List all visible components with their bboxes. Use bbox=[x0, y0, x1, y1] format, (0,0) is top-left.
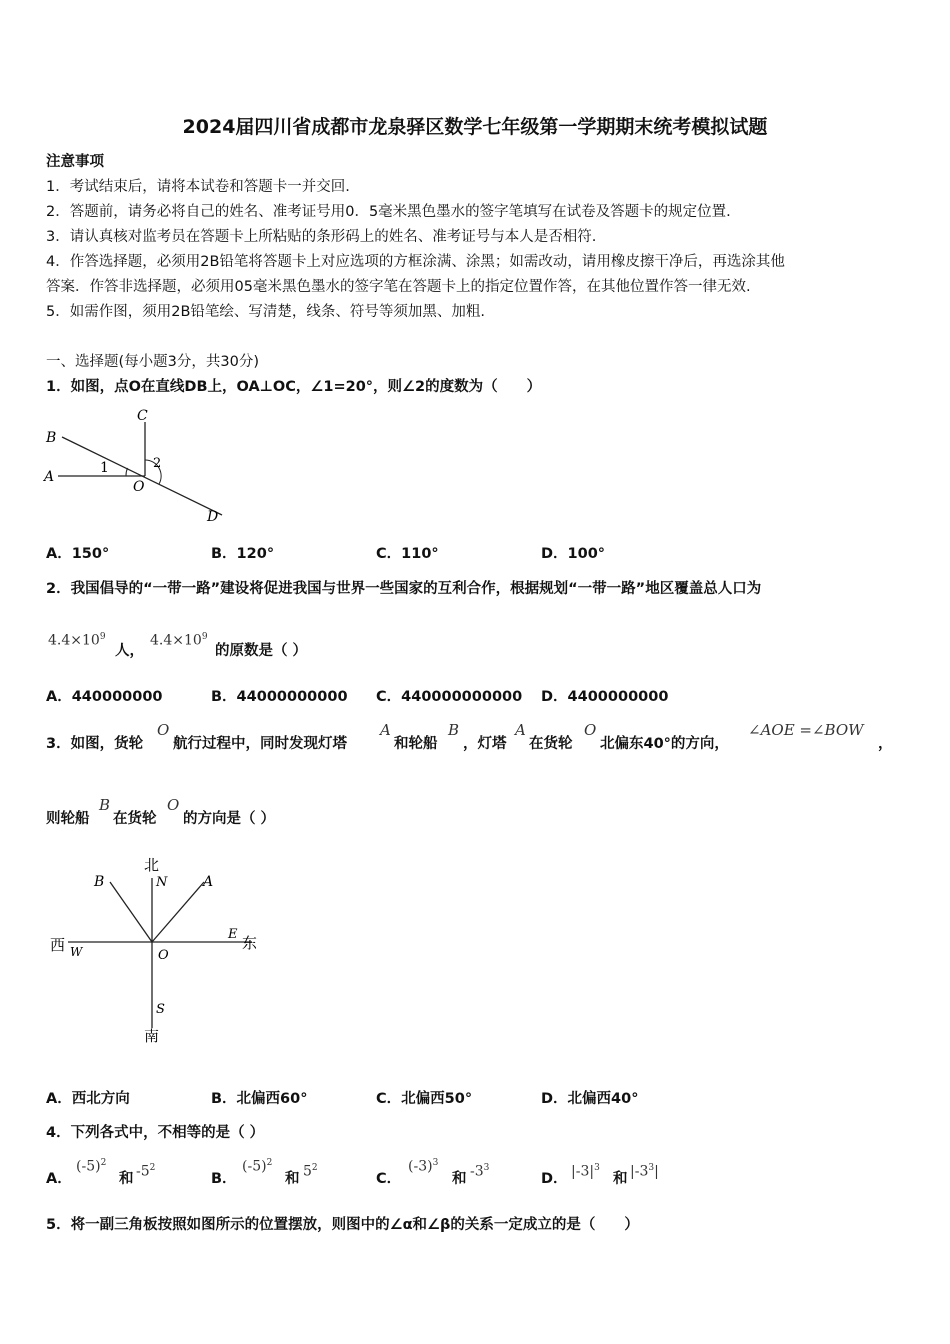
q3-option-c: C．北偏西50° bbox=[376, 1091, 473, 1107]
q4-b-expr-2: $5^2$ bbox=[303, 1163, 318, 1180]
q2-option-c: C．440000000000 bbox=[376, 689, 523, 705]
q3-text: 和轮船 bbox=[394, 736, 438, 752]
angle-2-label: 2 bbox=[153, 456, 162, 471]
q4-and: 和 bbox=[285, 1171, 300, 1187]
q3-var-o: O bbox=[157, 721, 170, 739]
q4-a-expr-2: $-5^2$ bbox=[136, 1163, 156, 1180]
q3-text: 3．如图，货轮 bbox=[46, 736, 144, 752]
q1-option-b: B．120° bbox=[211, 546, 275, 562]
q4-c-expr-2: $-3^3$ bbox=[470, 1163, 490, 1180]
q3-var-o: O bbox=[584, 721, 597, 739]
ray-oa bbox=[152, 882, 204, 942]
angle-1-arc bbox=[126, 468, 128, 476]
q3-text: 则轮船 bbox=[46, 811, 90, 827]
q4-d-expr-2: $|-3^3|$ bbox=[630, 1163, 659, 1180]
q4-option-label: B． bbox=[211, 1171, 237, 1187]
label-a: A bbox=[44, 469, 55, 485]
q3-equation: ∠AOE =∠BOW bbox=[748, 721, 864, 739]
page-title: 2024届四川省成都市龙泉驿区数学七年级第一学期期末统考模拟试题 bbox=[182, 116, 768, 138]
notice-item: 2．答题前，请务必将自己的姓名、准考证号用0．5毫米黑色墨水的签字笔填写在试卷及答题卡的规定位置. bbox=[46, 204, 731, 220]
q4-a-expr-1: $(-5)^2$ bbox=[76, 1158, 107, 1175]
q2-math-1: $4.4\times 10^9$ bbox=[48, 632, 106, 649]
q2-math-2: $4.4\times 10^9$ bbox=[150, 632, 208, 649]
q4-b-expr-1: $(-5)^2$ bbox=[242, 1158, 273, 1175]
notice-item: 答案．作答非选择题，必须用05毫米黑色墨水的签字笔在答题卡上的指定位置作答，在其他位置作答一律无效. bbox=[46, 279, 751, 295]
label-north: 北 bbox=[144, 856, 160, 874]
q2-text-2: 的原数是（ ） bbox=[215, 643, 308, 659]
q3-text: 北偏东40°的方向， bbox=[600, 736, 729, 752]
label-o: O bbox=[158, 948, 169, 963]
q2-option-b: B．44000000000 bbox=[211, 689, 348, 705]
q4-d-expr-1: $|-3|^3$ bbox=[571, 1163, 600, 1180]
section-heading: 一、选择题(每小题3分，共30分) bbox=[46, 354, 259, 370]
q2-option-d: D．4400000000 bbox=[541, 689, 669, 705]
ray-ob bbox=[110, 882, 152, 942]
label-w: W bbox=[70, 945, 83, 959]
q1-option-d: D．100° bbox=[541, 546, 606, 562]
q1-option-c: C．110° bbox=[376, 546, 439, 562]
q4-option-label: C． bbox=[376, 1171, 402, 1187]
q3-var-a: A bbox=[515, 721, 526, 739]
q4-and: 和 bbox=[452, 1171, 467, 1187]
label-d: D bbox=[207, 509, 219, 525]
q3-option-b: B．北偏西60° bbox=[211, 1091, 308, 1107]
q3-text: 在货轮 bbox=[113, 811, 157, 827]
label-b: B bbox=[46, 430, 57, 446]
label-o: O bbox=[133, 479, 145, 495]
label-south: 南 bbox=[144, 1027, 160, 1045]
q3-text: 航行过程中，同时发现灯塔 bbox=[173, 736, 347, 752]
q5-stem: 5．将一副三角板按照如图所示的位置摆放，则图中的∠α和∠β的关系一定成立的是（ ） bbox=[46, 1217, 639, 1233]
q4-and: 和 bbox=[613, 1171, 628, 1187]
q3-option-a: A．西北方向 bbox=[46, 1091, 130, 1107]
q3-compass-figure bbox=[40, 848, 280, 1048]
q3-var-a: A bbox=[380, 721, 391, 739]
q4-c-expr-1: $(-3)^3$ bbox=[408, 1158, 439, 1175]
q3-option-d: D．北偏西40° bbox=[541, 1091, 639, 1107]
q4-stem: 4．下列各式中，不相等的是（ ） bbox=[46, 1125, 265, 1141]
q2-text-1: 人， bbox=[115, 643, 144, 659]
q3-text: 在货轮 bbox=[529, 736, 573, 752]
label-c: C bbox=[137, 408, 148, 424]
q3-var-o: O bbox=[167, 796, 180, 814]
label-s: S bbox=[156, 1002, 165, 1017]
q1-stem: 1．如图，点O在直线DB上，OA⊥OC，∠1=20°，则∠2的度数为（ ） bbox=[46, 379, 542, 395]
label-b: B bbox=[94, 874, 105, 890]
notice-item: 1．考试结束后，请将本试卷和答题卡一并交回. bbox=[46, 179, 350, 195]
q2-option-a: A．440000000 bbox=[46, 689, 163, 705]
q1-figure bbox=[40, 402, 240, 530]
q3-text: 的方向是（ ） bbox=[183, 811, 276, 827]
notice-item: 5．如需作图，须用2B铅笔绘、写清楚，线条、符号等须加黑、加粗. bbox=[46, 304, 486, 320]
q3-var-b: B bbox=[99, 796, 111, 814]
q3-var-b: B bbox=[448, 721, 460, 739]
label-e: E bbox=[228, 927, 238, 942]
label-a: A bbox=[203, 874, 214, 890]
q1-option-a: A．150° bbox=[46, 546, 110, 562]
q4-option-label: A． bbox=[46, 1171, 72, 1187]
label-east: 东 bbox=[242, 934, 258, 952]
q4-option-label: D． bbox=[541, 1171, 568, 1187]
q3-text: ，灯塔 bbox=[463, 736, 507, 752]
angle-1-label: 1 bbox=[100, 460, 109, 476]
label-west: 西 bbox=[50, 936, 66, 954]
notice-heading: 注意事项 bbox=[46, 154, 104, 170]
notice-item: 4．作答选择题，必须用2B铅笔将答题卡上对应选项的方框涂满、涂黑；如需改动，请用橡皮擦干净后，再选涂其他 bbox=[46, 254, 785, 270]
q3-text: ， bbox=[878, 736, 893, 752]
label-n: N bbox=[156, 875, 168, 890]
notice-item: 3．请认真核对监考员在答题卡上所粘贴的条形码上的姓名、准考证号与本人是否相符. bbox=[46, 229, 597, 245]
q4-and: 和 bbox=[119, 1171, 134, 1187]
q2-stem: 2．我国倡导的“一带一路”建设将促进我国与世界一些国家的互利合作，根据规划“一带一路”地区覆盖总人口为 bbox=[46, 581, 762, 597]
